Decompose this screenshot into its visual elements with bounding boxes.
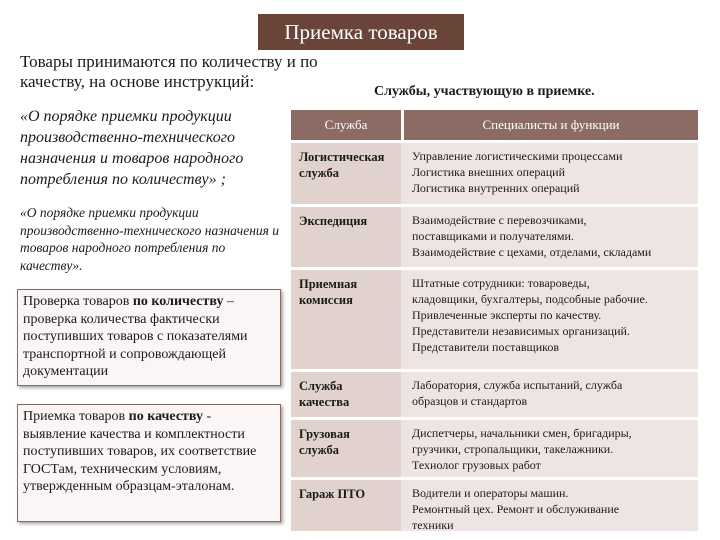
function-line: грузчики, стропальщики, такелажники. bbox=[412, 442, 614, 456]
function-line: Водители и операторы машин. bbox=[412, 486, 569, 500]
header-service: Служба bbox=[291, 110, 401, 140]
function-line: Управление логистическими процессами bbox=[412, 149, 623, 163]
service-functions bbox=[404, 372, 698, 417]
service-name: Логистическая служба bbox=[291, 143, 401, 204]
function-line: Представители поставщиков bbox=[412, 340, 560, 354]
instruction-quantity: «О порядке приемки продукции производственно-технического назначения и товаров народного потребления по количеству» ; bbox=[20, 108, 244, 188]
function-line: кладовщики, бухгалтеры, подсобные рабочие. bbox=[412, 292, 648, 306]
service-name: Приемная комиссия bbox=[291, 270, 401, 369]
service-name: Экспедиция bbox=[291, 207, 401, 267]
table-header bbox=[291, 110, 698, 140]
table-caption: Службы, участвующую в приемке. bbox=[374, 84, 595, 99]
function-line: Логистика внешних операций bbox=[412, 165, 565, 179]
table-row bbox=[291, 270, 698, 369]
table-row bbox=[291, 372, 698, 417]
table-row bbox=[291, 143, 698, 204]
services-table bbox=[291, 110, 698, 531]
box-lead: Приемка товаров bbox=[23, 409, 129, 424]
service-functions bbox=[404, 207, 698, 267]
box-rest: - выявление качества и комплектности поступивших товаров, их соответствие ГОСТам, техническим условиям, утвержденным образцам-эталонам. bbox=[23, 409, 257, 494]
function-line: Привлеченные эксперты по качеству. bbox=[412, 308, 602, 322]
table-row bbox=[291, 420, 698, 477]
intro-text: Товары принимаются по количеству и по качеству, на основе инструкций: bbox=[20, 52, 318, 91]
service-functions bbox=[404, 143, 698, 204]
quantity-check-box bbox=[17, 289, 281, 386]
service-functions bbox=[404, 420, 698, 477]
function-line: Взаимодействие с цехами, отделами, складами bbox=[412, 245, 652, 259]
function-line: Диспетчеры, начальники смен, бригадиры, bbox=[412, 426, 632, 440]
function-line: Технолог грузовых работ bbox=[412, 458, 541, 472]
quality-check-box bbox=[17, 404, 281, 522]
function-line: техники bbox=[412, 518, 454, 532]
box-bold-term: по количеству bbox=[132, 294, 224, 309]
function-line: Лаборатория, служба испытаний, служба bbox=[412, 378, 623, 392]
instruction-quality: «О порядке приемки продукции производственно-технического назначения и товаров народного потребления по качеству». bbox=[20, 205, 280, 273]
box-lead: Проверка товаров bbox=[23, 294, 133, 309]
service-name: Гараж ПТО bbox=[291, 480, 401, 531]
function-line: Представители независимых организаций. bbox=[412, 324, 630, 338]
slide-title: Приемка товаров bbox=[258, 14, 464, 50]
table-row bbox=[291, 207, 698, 267]
function-line: Ремонтный цех. Ремонт и обслуживание bbox=[412, 502, 620, 516]
function-line: Штатные сотрудники: товароведы, bbox=[412, 276, 590, 290]
service-name: Служба качества bbox=[291, 372, 401, 417]
service-name: Грузовая служба bbox=[291, 420, 401, 477]
function-line: Взаимодействие с перевозчиками, bbox=[412, 213, 587, 227]
box-bold-term: по качеству bbox=[128, 409, 203, 424]
service-functions bbox=[404, 270, 698, 369]
function-line: Логистика внутренних операций bbox=[412, 181, 580, 195]
box-rest: – проверка количества фактически поступивших товаров с показателями транспортной и сопровождающей документации bbox=[23, 294, 248, 379]
function-line: поставщиками и получателями. bbox=[412, 229, 574, 243]
service-functions bbox=[404, 480, 698, 531]
header-specialists: Специалисты и функции bbox=[404, 110, 698, 140]
function-line: образцов и стандартов bbox=[412, 394, 528, 408]
table-row bbox=[291, 480, 698, 531]
